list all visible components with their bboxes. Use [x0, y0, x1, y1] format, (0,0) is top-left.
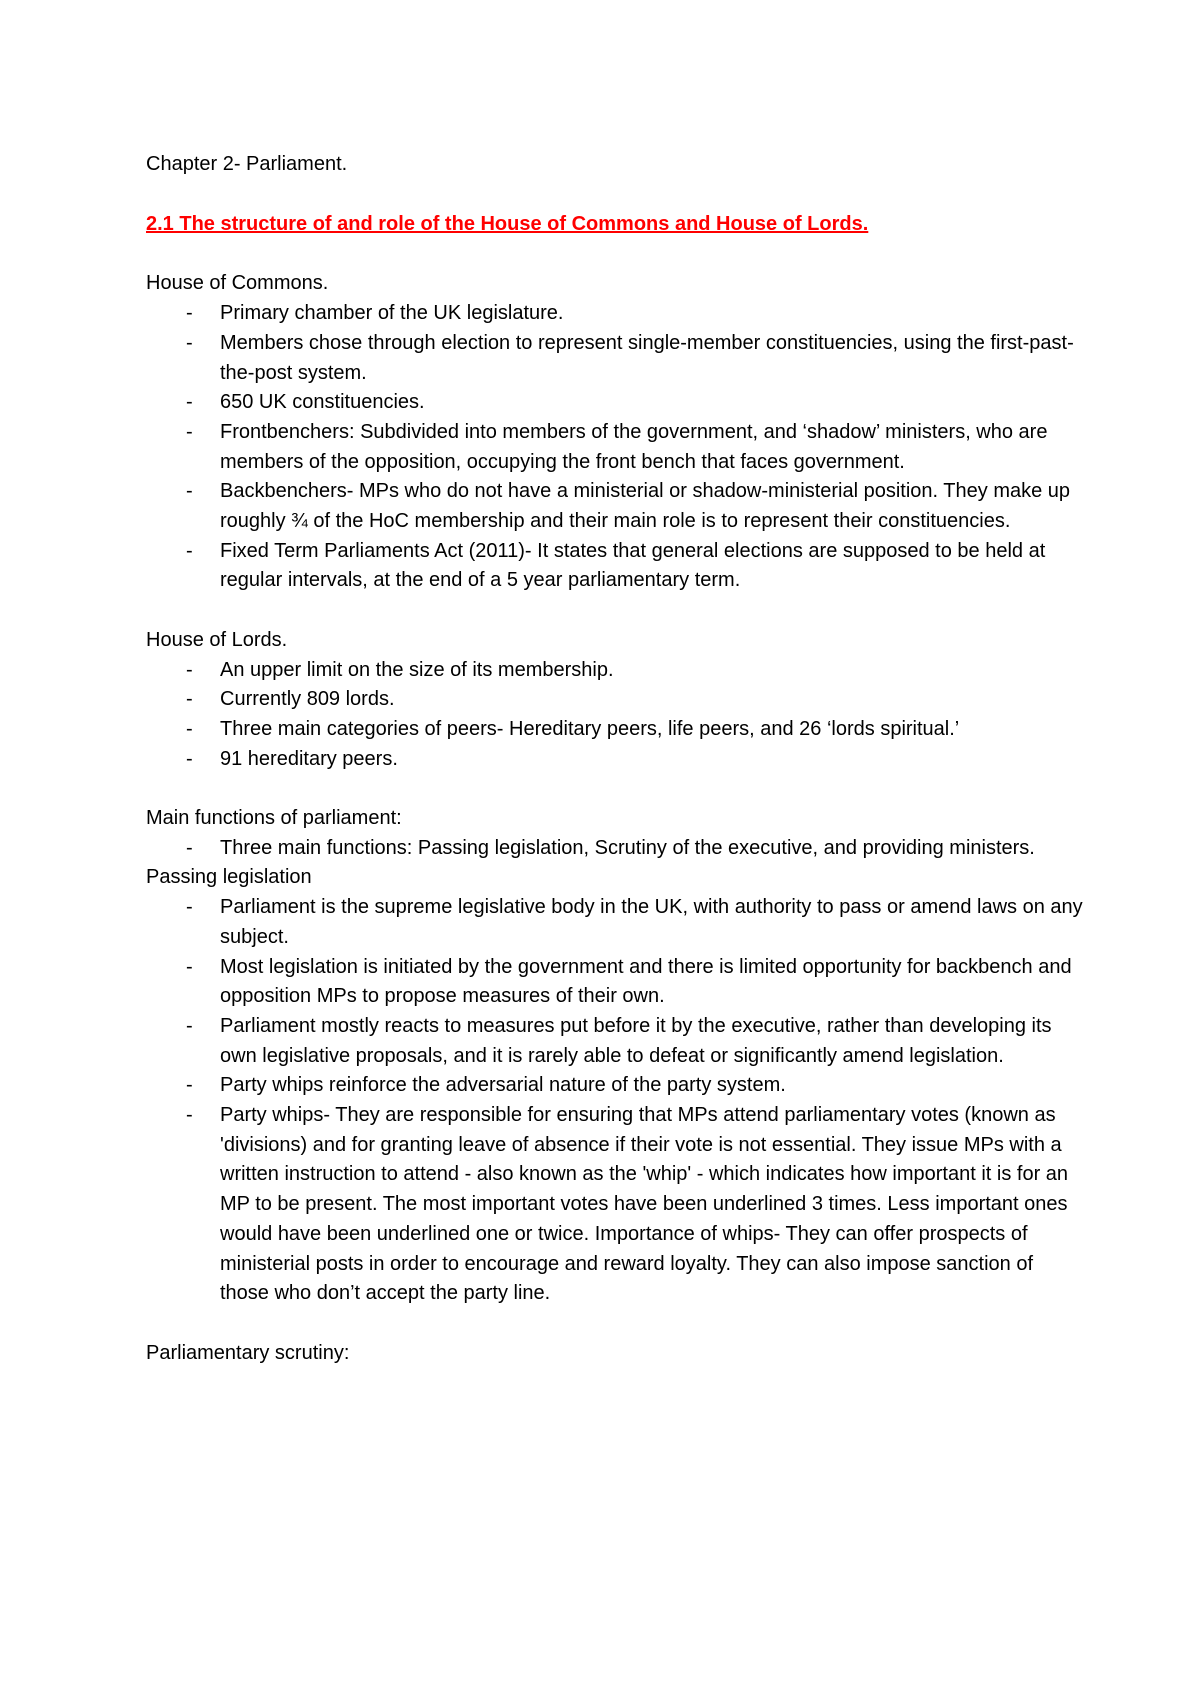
section-heading: 2.1 The structure of and role of the House of Commons and House of Lords.	[146, 212, 869, 235]
list-item	[146, 388, 1086, 418]
dash-marker: -	[186, 747, 193, 770]
list-item-text: Fixed Term Parliaments Act (2011)- It states that general elections are supposed to be held at regular intervals, at the end of a 5 year parliamentary term.	[220, 539, 1046, 592]
lords-list	[146, 656, 1086, 775]
list-item-text: Most legislation is initiated by the government and there is limited opportunity for backbench and opposition MPs to propose measures of their own.	[220, 955, 1072, 1008]
legislation-list	[146, 893, 1086, 1309]
list-item-text: Three main categories of peers- Hereditary peers, life peers, and 26 ‘lords spiritual.’	[220, 717, 960, 740]
commons-heading: House of Commons.	[146, 272, 329, 295]
list-item	[146, 1071, 1086, 1101]
dash-marker: -	[186, 1074, 193, 1097]
paragraph-gap	[146, 1309, 1086, 1339]
dash-marker: -	[186, 955, 193, 978]
dash-marker: -	[186, 1104, 193, 1127]
list-item-text: 91 hereditary peers.	[220, 747, 398, 770]
scrutiny-heading: Parliamentary scrutiny:	[146, 1341, 350, 1364]
dash-marker: -	[186, 658, 193, 681]
list-item-text: Party whips reinforce the adversarial nature of the party system.	[220, 1074, 786, 1097]
list-item	[146, 834, 1086, 864]
list-item-text: Primary chamber of the UK legislature.	[220, 302, 564, 325]
list-item	[146, 685, 1086, 715]
list-item	[146, 537, 1086, 596]
dash-marker: -	[186, 391, 193, 414]
list-item-text: Frontbenchers: Subdivided into members of the government, and ‘shadow’ ministers, who are members of the opposition, occupying the front bench that faces government.	[220, 420, 1048, 473]
list-item-text: Parliament is the supreme legislative body in the UK, with authority to pass or amend laws on any subject.	[220, 896, 1083, 948]
list-item	[146, 745, 1086, 775]
list-item	[146, 418, 1086, 477]
list-item-text: Backbenchers- MPs who do not have a ministerial or shadow-ministerial position. They make up roughly ¾ of the HoC membership and their main role is to represent their constituencies.	[220, 480, 1071, 533]
dash-marker: -	[186, 539, 193, 562]
functions-heading: Main functions of parliament:	[146, 807, 402, 830]
legislation-heading: Passing legislation	[146, 866, 312, 889]
commons-list	[146, 299, 1086, 596]
list-item	[146, 477, 1086, 536]
list-item-text: Three main functions: Passing legislation, Scrutiny of the executive, and providing ministers.	[220, 836, 1035, 859]
dash-marker: -	[186, 688, 193, 711]
list-item-text: Currently 809 lords.	[220, 688, 395, 711]
list-item-text: Party whips- They are responsible for ensuring that MPs attend parliamentary votes (known as 'divisions) and for granting leave of absence if their vote is not essential. They issue MPs with a written instruction to attend - also known as the 'whip' - which indicates how important it is for an MP to be present. The most important votes have been underlined 3 times. Less important ones would have been underlined one or twice. Importance of whips- They can offer prospects of ministerial posts in order to encourage and reward loyalty. They can also impose sanction of those who don’t accept the party line.	[220, 1104, 1069, 1305]
paragraph-gap	[146, 774, 1086, 804]
list-item	[146, 656, 1086, 686]
lords-heading: House of Lords.	[146, 628, 288, 651]
list-item	[146, 953, 1086, 1012]
list-item	[146, 1101, 1086, 1309]
paragraph-gap	[146, 596, 1086, 626]
dash-marker: -	[186, 1014, 193, 1037]
list-item-text: Parliament mostly reacts to measures put before it by the executive, rather than developing its own legislative proposals, and it is rarely able to defeat or significantly amend legislation.	[220, 1014, 1052, 1067]
functions-list	[146, 834, 1086, 864]
chapter-title: Chapter 2- Parliament.	[146, 153, 348, 175]
dash-marker: -	[186, 480, 193, 503]
list-item	[146, 329, 1086, 388]
list-item	[146, 299, 1086, 329]
dash-marker: -	[186, 331, 193, 354]
list-item-text: Members chose through election to represent single-member constituencies, using the first-past-the-post system.	[220, 331, 1074, 384]
list-item	[146, 1012, 1086, 1071]
dash-marker: -	[186, 420, 193, 443]
dash-marker: -	[186, 896, 193, 919]
dash-marker: -	[186, 717, 193, 740]
list-item	[146, 715, 1086, 745]
list-item	[146, 893, 1086, 952]
list-item-text: An upper limit on the size of its membership.	[220, 658, 614, 681]
list-item-text: 650 UK constituencies.	[220, 391, 425, 414]
dash-marker: -	[186, 302, 193, 325]
dash-marker: -	[186, 836, 193, 859]
document-body	[146, 150, 1086, 1368]
